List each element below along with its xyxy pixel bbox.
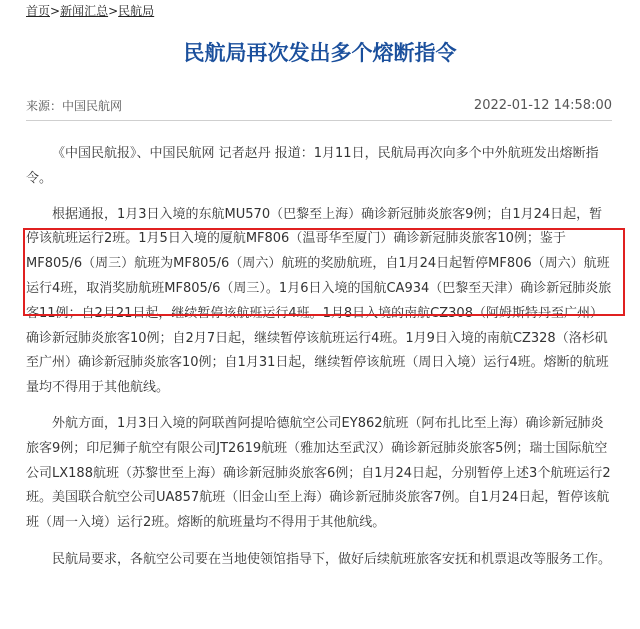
article-paragraph: 民航局要求，各航空公司要在当地使领馆指导下，做好后续航班旅客安抚和机票退改等服务工作。	[52, 551, 612, 567]
breadcrumb-current-link[interactable]: 民航局	[118, 4, 155, 18]
divider	[26, 120, 612, 121]
breadcrumb-separator: >	[108, 4, 119, 18]
article-source: 来源：中国民航网	[26, 99, 123, 113]
article-title: 民航局再次发出多个熔断指令	[183, 41, 457, 65]
breadcrumb-separator: >	[50, 4, 61, 18]
article-meta	[26, 97, 612, 115]
article-body	[26, 142, 614, 573]
breadcrumb	[26, 2, 154, 20]
article-paragraph: 根据通报，1月3日入境的东航MU570（巴黎至上海）确诊新冠肺炎旅客9例；自1月24日起，暂停该航班运行2班。1月5日入境的厦航MF806（温哥华至厦门）确诊新冠肺炎旅客10例；鉴于MF805/6（周三）航班为MF805/6（周六）航班的奖励航班，自1月24日起暂停MF806（周六）航班运行4班，取消奖励航班MF805/6（周三）。1月6日入境的国航CA934（巴黎至天津）确诊新冠肺炎旅客11例；自2月21日起，继续暂停该航班运行4班。1月8日入境的南航CZ308（阿姆斯特丹至广州）确诊新冠肺炎旅客10例；自2月7日起，继续暂停该航班运行4班。1月9日入境的南航CZ328（洛杉矶至广州）确诊新冠肺炎旅客10例；自1月31日起，继续暂停该航班（周日入境）运行4班。熔断的航班量均不得用于其他航线。	[26, 206, 612, 396]
breadcrumb-news-link[interactable]: 新闻汇总	[60, 4, 109, 18]
article-paragraph: 《中国民航报》、中国民航网 记者赵丹 报道：1月11日，民航局再次向多个中外航班发出熔断指令。	[26, 146, 599, 186]
article-date: 2022-01-12 14:58:00	[473, 98, 612, 113]
breadcrumb-home-link[interactable]: 首页	[26, 4, 51, 18]
article-paragraph: 外航方面，1月3日入境的阿联酋阿提哈德航空公司EY862航班（阿布扎比至上海）确诊新冠肺炎旅客9例；印尼狮子航空有限公司JT2619航班（雅加达至武汉）确诊新冠肺炎旅客5例；瑞士国际航空公司LX188航班（苏黎世至上海）确诊新冠肺炎旅客6例；自1月24日起，分别暂停上述3个航班运行2班。美国联合航空公司UA857航班（旧金山至上海）确诊新冠肺炎旅客7例。自1月24日起，暂停该航班（周一入境）运行2班。熔断的航班量均不得用于其他航线。	[26, 415, 611, 531]
